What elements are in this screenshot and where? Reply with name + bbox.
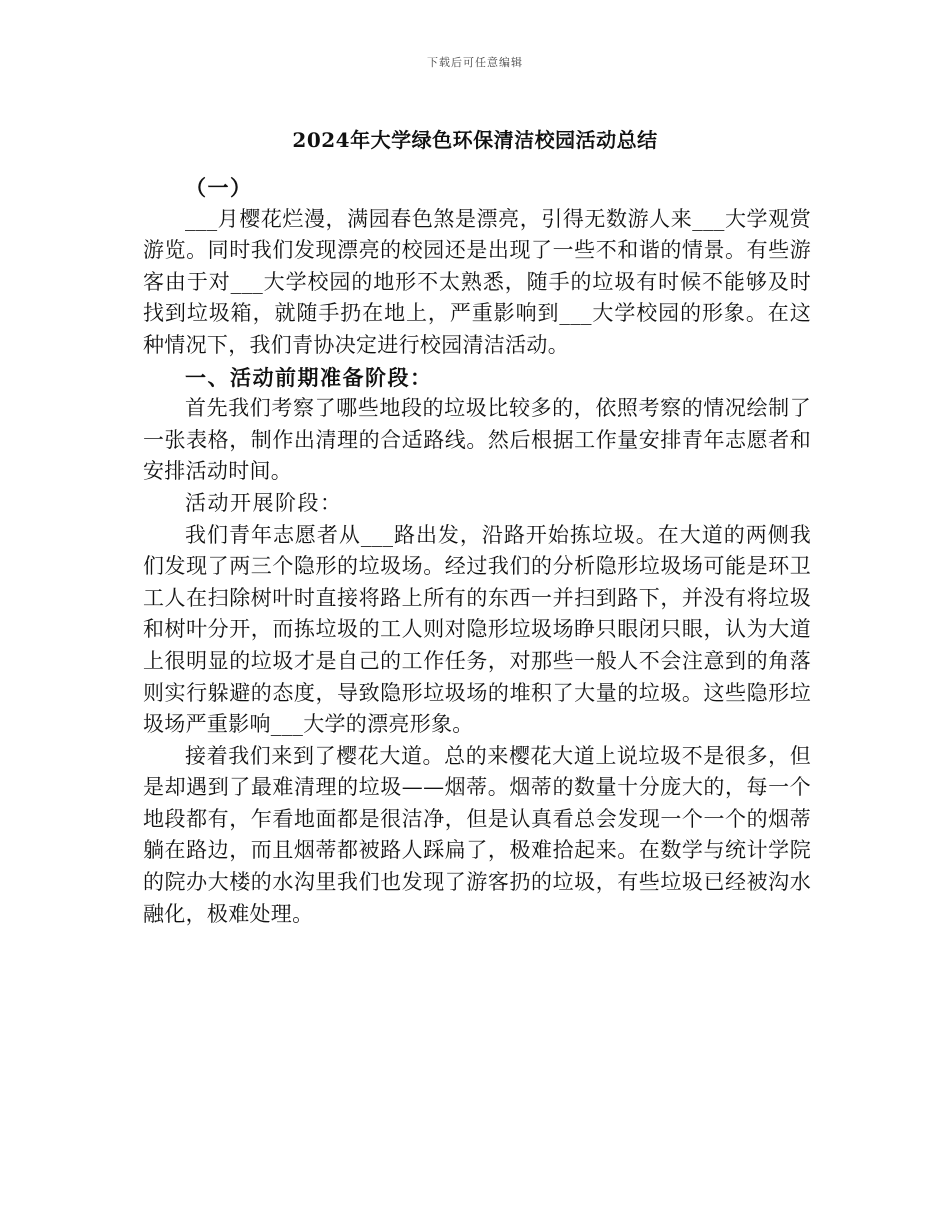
document-title: 2024年大学绿色环保清洁校园活动总结 xyxy=(292,128,658,152)
section-marker: （一） xyxy=(185,175,253,200)
section-heading-preparation: 一、活动前期准备阶段： xyxy=(185,364,433,390)
paragraph-preparation: 首先我们考察了哪些地段的垃圾比较多的，依照考察的情况绘制了一张表格，制作出清理的合适路线。然后根据工作量安排青年志愿者和安排活动时间。 xyxy=(143,396,811,484)
section-heading-activity: 活动开展阶段： xyxy=(185,490,343,515)
paragraph-cherry-avenue: 接着我们来到了樱花大道。总的来樱花大道上说垃圾不是很多，但是却遇到了最难清理的垃圾——烟蒂。烟蒂的数量十分庞大的，每一个地段都有，乍看地面都是很洁净，但是认真看总会发现一个一个的烟蒂躺在路边，而且烟蒂都被路人踩扁了，极难拾起来。在数学与统计学院的院办大楼的水沟里我们也发现了游客扔的垃圾，有些垃圾已经被沟水融化，极难处理。 xyxy=(143,743,811,926)
document-body xyxy=(143,172,811,930)
paragraph-activity: 我们青年志愿者从___路出发，沿路开始拣垃圾。在大道的两侧我们发现了两三个隐形的垃圾场。经过我们的分析隐形垃圾场可能是环卫工人在扫除树叶时直接将路上所有的东西一并扫到路下，并没有将垃圾和树叶分开，而拣垃圾的工人则对隐形垃圾场睁只眼闭只眼，认为大道上很明显的垃圾才是自己的工作任务，对那些一般人不会注意到的角落则实行躲避的态度，导致隐形垃圾场的堆积了大量的垃圾。这些隐形垃圾场严重影响___大学的漂亮形象。 xyxy=(143,522,811,737)
paragraph-intro: ___月樱花烂漫，满园春色煞是漂亮，引得无数游人来___大学观赏游览。同时我们发现漂亮的校园还是出现了一些不和谐的情景。有些游客由于对___大学校园的地形不太熟悉，随手的垃圾有时候不能够及时找到垃圾箱，就随手扔在地上，严重影响到___大学校园的形象。在这种情况下，我们青协决定进行校园清洁活动。 xyxy=(143,206,811,357)
header-note: 下载后可任意编辑 xyxy=(427,56,523,69)
